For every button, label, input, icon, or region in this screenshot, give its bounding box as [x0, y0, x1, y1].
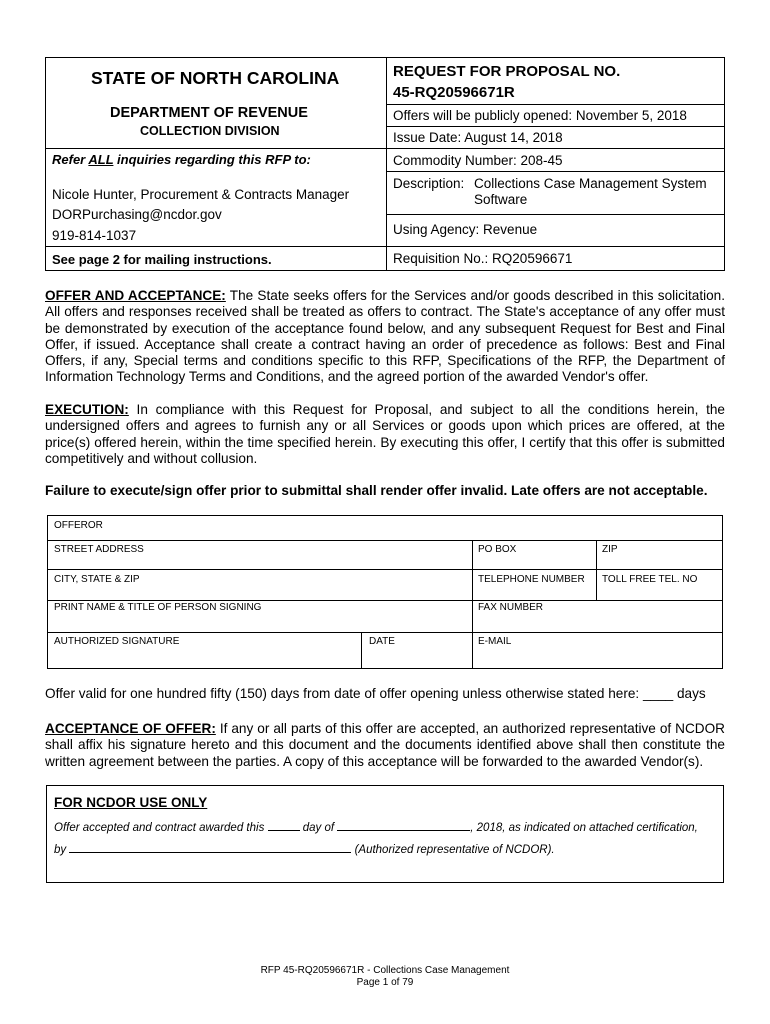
- telephone-field[interactable]: TELEPHONE NUMBER: [478, 574, 585, 585]
- state-title: STATE OF NORTH CAROLINA: [91, 68, 340, 88]
- issue-date: Issue Date: August 14, 2018: [393, 130, 563, 145]
- offer-valid-statement: Offer valid for one hundred fifty (150) days from date of offer opening unless otherwise stated here: ____ days: [45, 686, 706, 701]
- print-name-title-field[interactable]: PRINT NAME & TITLE OF PERSON SIGNING: [54, 602, 262, 613]
- department-title: DEPARTMENT OF REVENUE: [110, 105, 308, 121]
- ncdor-acceptance-line: Offer accepted and contract awarded this day of , 2018, as indicated on attached certification,: [54, 819, 698, 834]
- ncdor-authorized-by-line: by (Authorized representative of NCDOR).: [54, 841, 555, 856]
- ncdor-use-only-box: [46, 785, 724, 883]
- ncdor-use-title: FOR NCDOR USE ONLY: [54, 795, 208, 810]
- header-divider: [386, 58, 387, 270]
- opening-date: Offers will be publicly opened: November 5, 2018: [393, 108, 687, 123]
- footer-document-title: RFP 45-RQ20596671R - Collections Case Management: [260, 965, 510, 976]
- zip-field[interactable]: ZIP: [602, 544, 618, 555]
- email-field[interactable]: E-MAIL: [478, 636, 512, 647]
- offeror-form: [47, 515, 723, 669]
- refer-inquiries-label: Refer ALL inquiries regarding this RFP to:: [52, 152, 311, 167]
- description-line2: Software: [474, 192, 528, 207]
- contact-name: Nicole Hunter, Procurement & Contracts Manager: [52, 187, 350, 202]
- rfp-number: 45-RQ20596671R: [393, 84, 515, 101]
- requisition-number: Requisition No.: RQ20596671: [393, 251, 573, 266]
- using-agency: Using Agency: Revenue: [393, 222, 538, 237]
- day-blank[interactable]: [268, 819, 300, 831]
- failure-notice: Failure to execute/sign offer prior to submittal shall render offer invalid. Late offers are not acceptable.: [45, 483, 708, 498]
- contact-email[interactable]: DORPurchasing@ncdor.gov: [52, 207, 222, 222]
- mailing-instructions-note: See page 2 for mailing instructions.: [52, 252, 272, 267]
- toll-free-field[interactable]: TOLL FREE TEL. NO: [602, 574, 698, 585]
- description-line1: Collections Case Management System: [474, 176, 707, 191]
- city-state-zip-field[interactable]: CITY, STATE & ZIP: [54, 574, 140, 585]
- contact-phone: 919-814-1037: [52, 228, 137, 243]
- description-label: Description:: [393, 176, 465, 191]
- authorized-rep-blank[interactable]: [69, 841, 351, 853]
- rfp-label: REQUEST FOR PROPOSAL NO.: [393, 63, 621, 80]
- rfp-header-table: [45, 57, 725, 271]
- date-field[interactable]: DATE: [369, 636, 395, 647]
- po-box-field[interactable]: PO BOX: [478, 544, 517, 555]
- fax-number-field[interactable]: FAX NUMBER: [478, 602, 544, 613]
- offeror-field[interactable]: OFFEROR: [54, 520, 103, 531]
- commodity-number: Commodity Number: 208-45: [393, 153, 563, 168]
- acceptance-of-offer-paragraph: ACCEPTANCE OF OFFER: If any or all parts of this offer are accepted, an authorized representative of NCDOR shall affix his signature hereto and this document and the documents identified above shall then constitute the written agreement between the parties. A copy of this acceptance will be forwarded to the awarded Vendor(s).: [45, 721, 725, 769]
- footer-page-number: Page 1 of 79: [356, 977, 414, 988]
- division-title: COLLECTION DIVISION: [140, 124, 280, 138]
- authorized-signature-field[interactable]: AUTHORIZED SIGNATURE: [54, 636, 180, 647]
- street-address-field[interactable]: STREET ADDRESS: [54, 544, 144, 555]
- month-blank[interactable]: [337, 819, 470, 831]
- execution-paragraph: EXECUTION: In compliance with this Request for Proposal, and subject to all the conditions herein, the undersigned offers and agrees to furnish any or all Services or goods upon which prices are offered, at the price(s) offered herein, within the time specified herein. By executing this offer, I certify that this offer is submitted competitively and without collusion.: [45, 402, 725, 466]
- offer-and-acceptance-paragraph: OFFER AND ACCEPTANCE: The State seeks offers for the Services and/or goods described in this solicitation. All offers and responses received shall be treated as offers to contract. The State's acceptance of any offer must be demonstrated by execution of the acceptance found below, and any subsequent Request for Best and Final Offer, if issued. Acceptance shall create a contract having an order of precedence as follows: Best and Final Offers, if any, Special terms and conditions specific to this RFP, Specifications of the RFP, the Department of Information Technology Terms and Conditions, and the agreed portion of the awarded Vendor's offer.: [45, 288, 726, 385]
